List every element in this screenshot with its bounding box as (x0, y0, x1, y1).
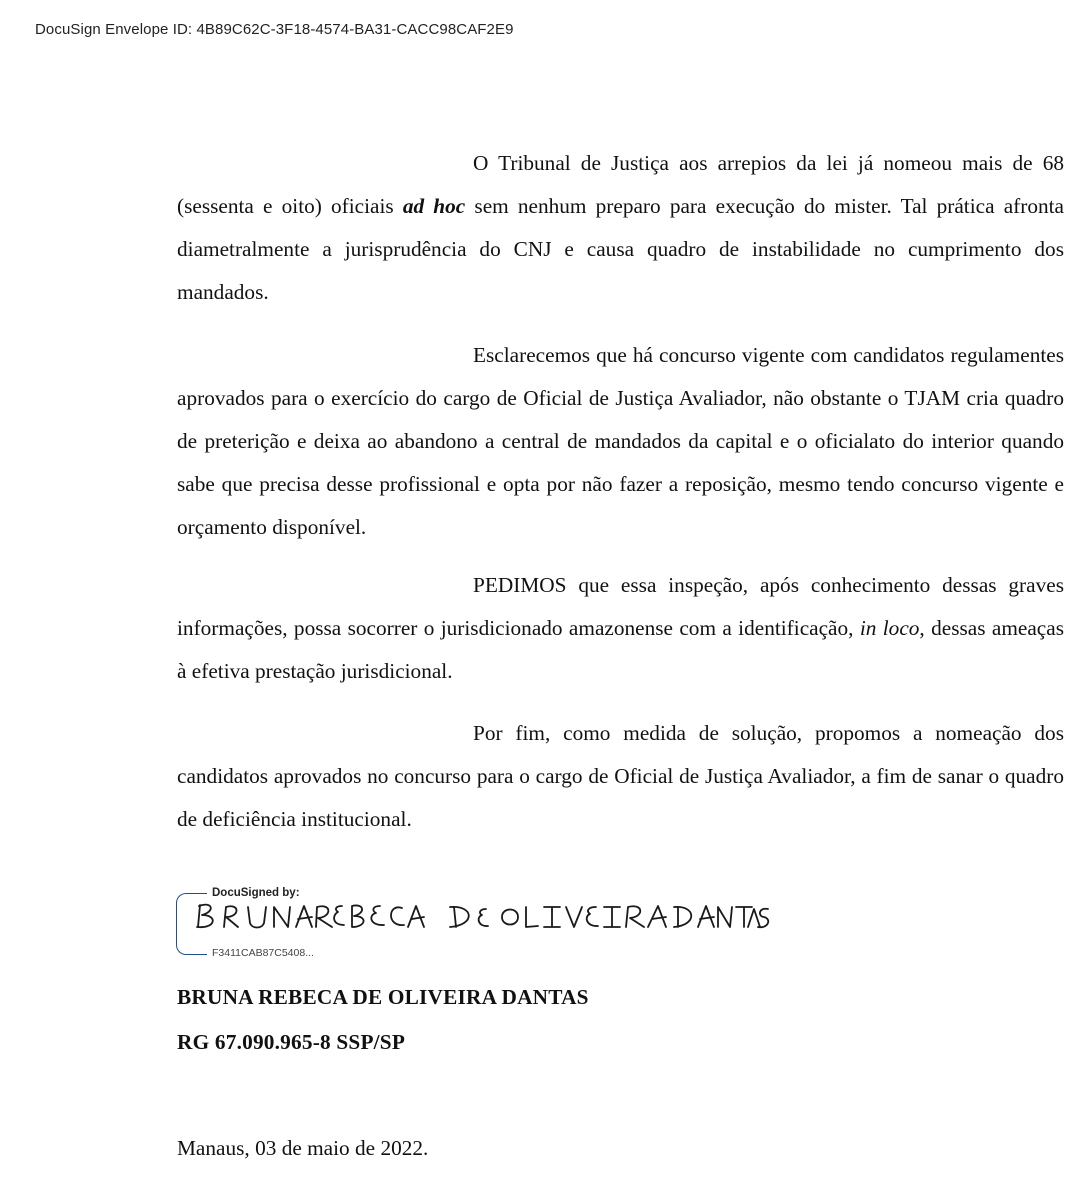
signer-rg: RG 67.090.965-8 SSP/SP (177, 1030, 406, 1054)
paragraph-3-text-a: PEDIMOS que essa inspeção, após conhecimento dessas graves informações, possa socorrer o jurisdicionado amazonense com a identificação, (177, 573, 1064, 640)
paragraph-1-emphasis: ad hoc (402, 194, 466, 218)
signer-name: BRUNA REBECA DE OLIVEIRA DANTAS (177, 985, 589, 1009)
paragraph-2 (177, 334, 1064, 549)
docusign-envelope-id: DocuSign Envelope ID: 4B89C62C-3F18-4574-BA31-CACC98CAF2E9 (35, 21, 514, 38)
signature-hash: F3411CAB87C5408... (212, 947, 314, 959)
paragraph-4 (177, 712, 1064, 841)
docusigned-label: DocuSigned by: (212, 887, 300, 899)
date-line: Manaus, 03 de maio de 2022. (177, 1136, 429, 1160)
paragraph-4-text: Por fim, como medida de solução, propomos a nomeação dos candidatos aprovados no concurso para o cargo de Oficial de Justiça Avaliador, a fim de sanar o quadro de deficiência institucional. (177, 721, 1064, 831)
paragraph-2-text: Esclarecemos que há concurso vigente com candidatos regulamentes aprovados para o exercício do cargo de Oficial de Justiça Avaliador, não obstante o TJAM cria quadro de preterição e deixa ao abandono a central de mandados da capital e o oficialato do interior quando sabe que precisa desse profissional e opta por não fazer a reposição, mesmo tendo concurso vigente e orçamento disponível. (177, 343, 1064, 539)
paragraph-3 (177, 564, 1064, 693)
paragraph-3-emphasis: in loco (859, 616, 920, 640)
paragraph-3-text-b: , dessas ameaças à efetiva prestação jurisdicional. (177, 616, 1064, 683)
handwritten-signature (192, 897, 772, 941)
paragraph-1 (177, 142, 1064, 314)
paragraph-1-text-a: O Tribunal de Justiça aos arrepios da lei já nomeou mais de 68 (sessenta e oito) oficiais (177, 151, 1064, 218)
paragraph-1-text-b: sem nenhum preparo para execução do mister. Tal prática afronta diametralmente a jurisprudência do CNJ e causa quadro de instabilidade no cumprimento dos mandados. (177, 194, 1065, 304)
